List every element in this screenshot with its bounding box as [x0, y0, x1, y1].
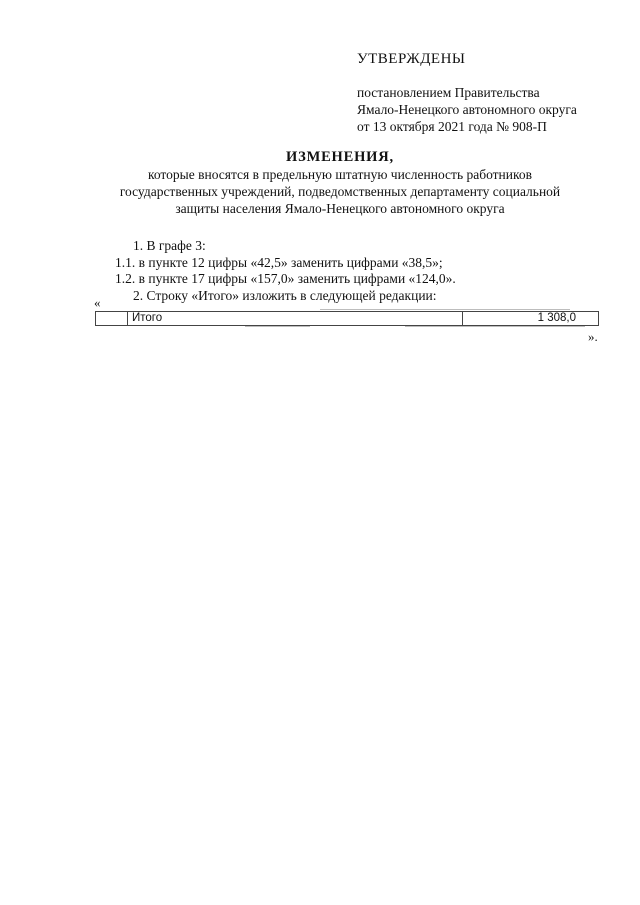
- table-cell-number: [96, 312, 128, 325]
- scan-artifact-line: [245, 326, 310, 327]
- scan-artifact-line: [320, 309, 570, 310]
- document-subtitle-line: защиты населения Ямало-Ненецкого автономного округа: [175, 201, 505, 216]
- scan-artifact-line: [405, 326, 585, 327]
- document-heading: [60, 148, 620, 217]
- opening-quote-mark: «: [94, 295, 101, 310]
- amendment-item: 1. В графе 3:: [133, 238, 206, 253]
- total-row-table: [95, 311, 599, 326]
- approval-line: Ямало-Ненецкого автономного округа: [357, 102, 577, 117]
- amendment-item: 1.1. в пункте 12 цифры «42,5» заменить цифрами «38,5»;: [115, 254, 443, 270]
- amendment-item: 1.2. в пункте 17 цифры «157,0» заменить цифрами «124,0».: [115, 271, 456, 286]
- approval-line: от 13 октября 2021 года № 908-П: [357, 119, 547, 134]
- table-cell-name: Итого: [128, 312, 463, 325]
- amendment-item: 2. Строку «Итого» изложить в следующей редакции:: [133, 287, 437, 303]
- approval-block: [357, 50, 627, 135]
- amendment-items: [115, 238, 615, 304]
- approval-title: УТВЕРЖДЕНЫ: [357, 51, 466, 67]
- document-subtitle-line: которые вносятся в предельную штатную численность работников: [147, 167, 533, 182]
- document-subtitle-line: государственных учреждений, подведомственных департаменту социальной: [119, 184, 561, 199]
- closing-quote-mark: ».: [588, 329, 598, 344]
- document-title: ИЗМЕНЕНИЯ,: [286, 149, 394, 165]
- approval-line: постановлением Правительства: [357, 85, 540, 100]
- table-cell-value: 1 308,0: [537, 312, 576, 324]
